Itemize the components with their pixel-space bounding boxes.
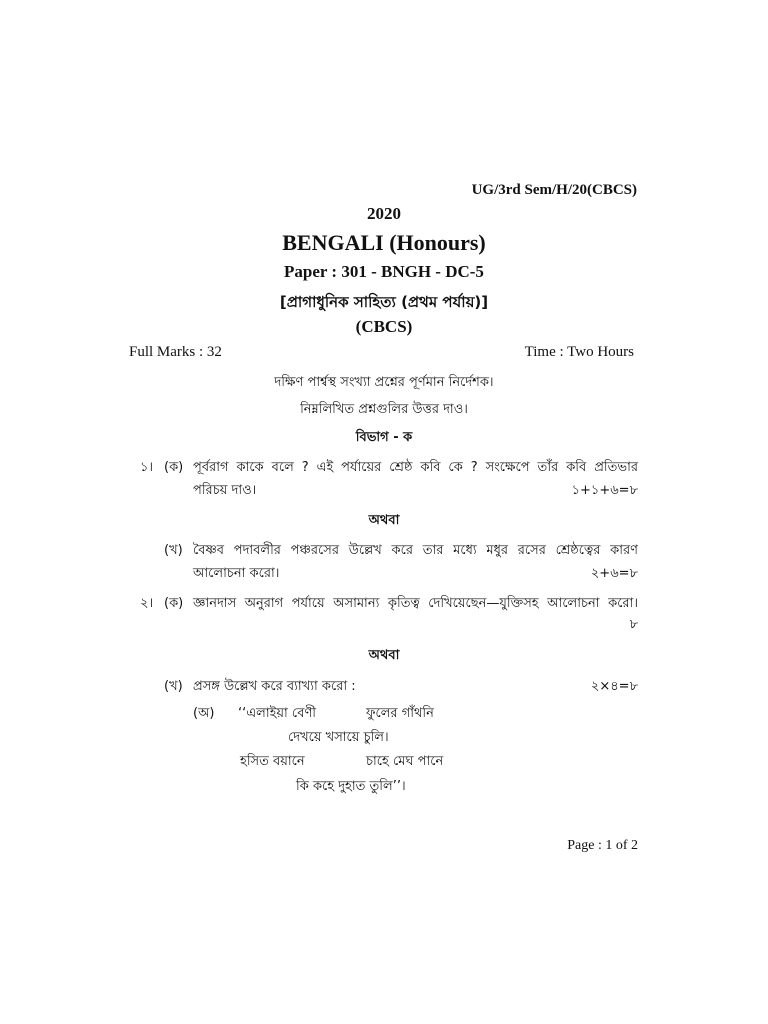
scheme-label: (CBCS) <box>355 317 413 336</box>
question-2b-label: (খ) <box>164 679 183 694</box>
or-divider-1: অথবা <box>368 513 400 528</box>
question-2a-label: (ক) <box>164 596 184 611</box>
verse-line-3a: হসিত বয়ানে <box>240 754 305 769</box>
verse-line-2: দেখয়ে খসায়ে চুলি। <box>288 730 389 745</box>
question-2-number: ২। <box>140 596 154 611</box>
subject-title: BENGALI (Honours) <box>282 230 486 255</box>
question-1b-marks: ২+৬=৮ <box>590 566 638 581</box>
verse-line-3b: চাহে মেঘ পানে <box>366 754 444 769</box>
section-title: বিভাগ - ক <box>355 430 413 445</box>
question-1a-text: পূর্বরাগ কাকে বলে ? এই পর্যায়ের শ্রেষ্ঠ কবি কে ? সংক্ষেপে তাঁর কবি প্রতিভার <box>193 460 638 475</box>
question-1b-label: (খ) <box>164 543 183 558</box>
page-number: Page : 1 of 2 <box>567 838 638 853</box>
question-2b-text: প্রসঙ্গ উল্লেখ করে ব্যাখ্যা করো : <box>193 679 356 694</box>
paper-number: Paper : 301 - BNGH - DC-5 <box>284 262 484 281</box>
question-1b-text-cont: আলোচনা করো। <box>193 566 280 581</box>
instruction-answer: নিম্নলিখিত প্রশ্নগুলির উত্তর দাও। <box>300 402 468 417</box>
question-1a-text-cont: পরিচয় দাও। <box>193 483 257 498</box>
question-2a-text: জ্ঞানদাস অনুরাগ পর্যায়ে অসামান্য কৃতিত্ব দেখিয়েছেন—যুক্তিসহ আলোচনা করো। <box>193 596 638 611</box>
instruction-marks: দক্ষিণ পার্শ্বস্থ সংখ্যা প্রশ্নের পূর্ণমান নির্দেশক। <box>274 375 494 390</box>
time-allowed: Time : Two Hours <box>524 344 634 360</box>
question-1-number: ১। <box>140 460 154 475</box>
full-marks: Full Marks : 32 <box>129 344 222 360</box>
paper-code: UG/3rd Sem/H/20(CBCS) <box>471 182 637 198</box>
verse-line-1b: ফুলের গাঁথনি <box>366 706 434 721</box>
verse-line-4: কি কহে দুহাত তুলি’’। <box>296 779 406 794</box>
question-1a-label: (ক) <box>164 460 184 475</box>
question-1b-text: বৈষ্ণব পদাবলীর পঞ্চরসের উল্লেখ করে তার মধ্যে মধুর রসের শ্রেষ্ঠত্বের কারণ <box>193 543 638 558</box>
or-divider-2: অথবা <box>368 648 400 663</box>
sub-question-label: (অ) <box>193 706 215 721</box>
question-2a-marks: ৮ <box>629 617 638 632</box>
question-1a-marks: ১+১+৬=৮ <box>571 483 638 498</box>
paper-title: [প্রাগাধুনিক সাহিত্য (প্রথম পর্যায়)] <box>279 293 489 311</box>
question-2b-marks: ২×৪=৮ <box>590 679 638 694</box>
verse-line-1a: ‘‘এলাইয়া বেণী <box>238 706 317 721</box>
exam-year: 2020 <box>367 204 401 223</box>
